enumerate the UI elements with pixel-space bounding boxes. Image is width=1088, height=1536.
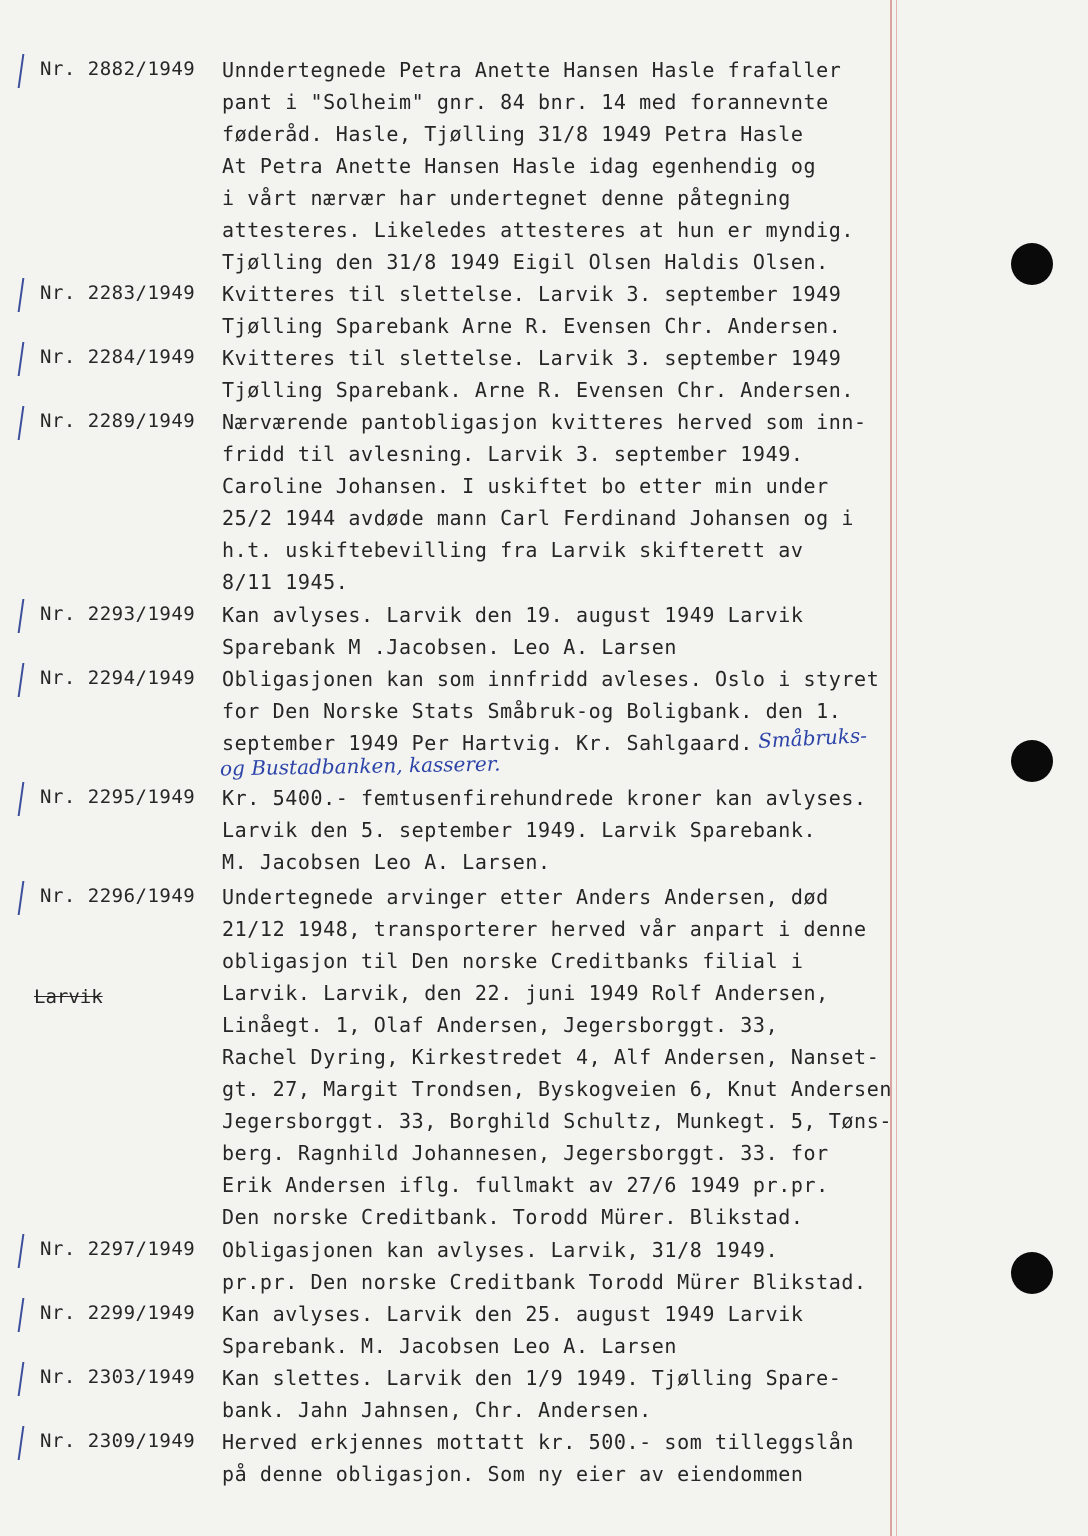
entry-text-line: i vårt nærvær har undertegnet denne påtegning <box>222 186 791 210</box>
entry-number: Nr. 2295/1949 <box>40 786 196 808</box>
entry-text-line: obligasjon til Den norske Creditbanks filial i <box>222 949 804 973</box>
entry-number: Nr. 2293/1949 <box>40 603 196 625</box>
entry-number: Nr. 2303/1949 <box>40 1366 196 1388</box>
entry-number: Nr. 2289/1949 <box>40 410 196 432</box>
entry-text-line: 25/2 1944 avdøde mann Carl Ferdinand Johansen og i <box>222 506 855 530</box>
entry-text-line: Kvitteres til slettelse. Larvik 3. september 1949 <box>222 282 842 306</box>
entry-text-line: Kan slettes. Larvik den 1/9 1949. Tjølling Spare- <box>222 1366 842 1390</box>
entry-text-line: føderåd. Hasle, Tjølling 31/8 1949 Petra Hasle <box>222 122 804 146</box>
entry-text-line: h.t. uskiftebevilling fra Larvik skifterett av <box>222 538 804 562</box>
entry-text-line: Den norske Creditbank. Torodd Mürer. Blikstad. <box>222 1205 804 1229</box>
entry-text-line: Erik Andersen iflg. fullmakt av 27/6 1949 pr.pr. <box>222 1173 829 1197</box>
entry-text-line: Tjølling den 31/8 1949 Eigil Olsen Haldis Olsen. <box>222 250 829 274</box>
entry-text-line: 21/12 1948, transporterer herved vår anpart i denne <box>222 917 867 941</box>
entry-text-line: Obligasjonen kan avlyses. Larvik, 31/8 1949. <box>222 1238 779 1262</box>
entry-number: Nr. 2284/1949 <box>40 346 196 368</box>
entry-text-line: på denne obligasjon. Som ny eier av eiendommen <box>222 1462 804 1486</box>
entry-number: Nr. 2283/1949 <box>40 282 196 304</box>
check-mark-icon <box>18 599 35 633</box>
red-margin-line-inner <box>896 0 897 1536</box>
entry-text-line: Caroline Johansen. I uskiftet bo etter min under <box>222 474 829 498</box>
entry-number: Nr. 2294/1949 <box>40 667 196 689</box>
entry-text-line: Tjølling Sparebank Arne R. Evensen Chr. Andersen. <box>222 314 842 338</box>
entry-text-line: berg. Ragnhild Johannesen, Jegersborggt. 33. for <box>222 1141 829 1165</box>
check-mark-icon <box>18 881 35 915</box>
red-margin-line <box>890 0 892 1536</box>
entry-text-line: Larvik den 5. september 1949. Larvik Sparebank. <box>222 818 817 842</box>
check-mark-icon <box>18 1426 35 1460</box>
entry-text-line: Kan avlyses. Larvik den 19. august 1949 Larvik <box>222 603 804 627</box>
entry-number: Nr. 2296/1949 <box>40 885 196 907</box>
entry-text-line: Kr. 5400.- femtusenfirehundrede kroner kan avlyses. <box>222 786 867 810</box>
check-mark-icon <box>18 1298 35 1332</box>
check-mark-icon <box>18 663 35 697</box>
entry-text-line: Kvitteres til slettelse. Larvik 3. september 1949 <box>222 346 842 370</box>
entry-text-line: M. Jacobsen Leo A. Larsen. <box>222 850 551 874</box>
entry-text-line: attesteres. Likeledes attesteres at hun er myndig. <box>222 218 855 242</box>
entry-text-line: Unndertegnede Petra Anette Hansen Hasle frafaller <box>222 58 842 82</box>
punch-hole <box>1011 1252 1053 1294</box>
entry-text-line: Rachel Dyring, Kirkestredet 4, Alf Andersen, Nanset- <box>222 1045 880 1069</box>
entry-text-line: for Den Norske Stats Småbruk-og Boligbank. den 1. <box>222 699 842 723</box>
handwritten-annotation-1: Småbruks- <box>757 723 868 753</box>
check-mark-icon <box>18 342 35 376</box>
entry-number: Nr. 2309/1949 <box>40 1430 196 1452</box>
check-mark-icon <box>18 1362 35 1396</box>
check-mark-icon <box>18 782 35 816</box>
punch-hole <box>1011 243 1053 285</box>
check-mark-icon <box>18 278 35 312</box>
entry-text-line: At Petra Anette Hansen Hasle idag egenhendig og <box>222 154 817 178</box>
entry-text-line: september 1949 Per Hartvig. Kr. Sahlgaard. <box>222 731 753 755</box>
check-mark-icon <box>18 54 35 88</box>
entry-text-line: Jegersborggt. 33, Borghild Schultz, Munkegt. 5, Tøns- <box>222 1109 892 1133</box>
entry-number: Nr. 2882/1949 <box>40 58 196 80</box>
margin-note: Larvik <box>34 986 103 1008</box>
entry-number: Nr. 2299/1949 <box>40 1302 196 1324</box>
entry-text-line: Sparebank M .Jacobsen. Leo A. Larsen <box>222 635 678 659</box>
entry-text-line: Nærværende pantobligasjon kvitteres herved som inn- <box>222 410 867 434</box>
entry-text-line: pr.pr. Den norske Creditbank Torodd Mürer Blikstad. <box>222 1270 867 1294</box>
entry-text-line: gt. 27, Margit Trondsen, Byskogveien 6, Knut Andersen <box>222 1077 892 1101</box>
entry-text-line: bank. Jahn Jahnsen, Chr. Andersen. <box>222 1398 652 1422</box>
entry-text-line: Linåegt. 1, Olaf Andersen, Jegersborggt. 33, <box>222 1013 779 1037</box>
handwritten-annotation-2: og Bustadbanken, kasserer. <box>219 751 501 781</box>
entry-text-line: Tjølling Sparebank. Arne R. Evensen Chr. Andersen. <box>222 378 855 402</box>
entry-text-line: Herved erkjennes mottatt kr. 500.- som tilleggslån <box>222 1430 855 1454</box>
entry-text-line: 8/11 1945. <box>222 570 349 594</box>
entry-text-line: Obligasjonen kan som innfridd avleses. Oslo i styret <box>222 667 880 691</box>
punch-hole <box>1011 740 1053 782</box>
entry-text-line: pant i "Solheim" gnr. 84 bnr. 14 med forannevnte <box>222 90 829 114</box>
entry-text-line: fridd til avlesning. Larvik 3. september 1949. <box>222 442 804 466</box>
check-mark-icon <box>18 1234 35 1268</box>
entry-text-line: Sparebank. M. Jacobsen Leo A. Larsen <box>222 1334 678 1358</box>
entry-text-line: Kan avlyses. Larvik den 25. august 1949 Larvik <box>222 1302 804 1326</box>
entry-text-line: Undertegnede arvinger etter Anders Andersen, død <box>222 885 829 909</box>
check-mark-icon <box>18 406 35 440</box>
entry-text-line: Larvik. Larvik, den 22. juni 1949 Rolf Andersen, <box>222 981 829 1005</box>
entry-number: Nr. 2297/1949 <box>40 1238 196 1260</box>
